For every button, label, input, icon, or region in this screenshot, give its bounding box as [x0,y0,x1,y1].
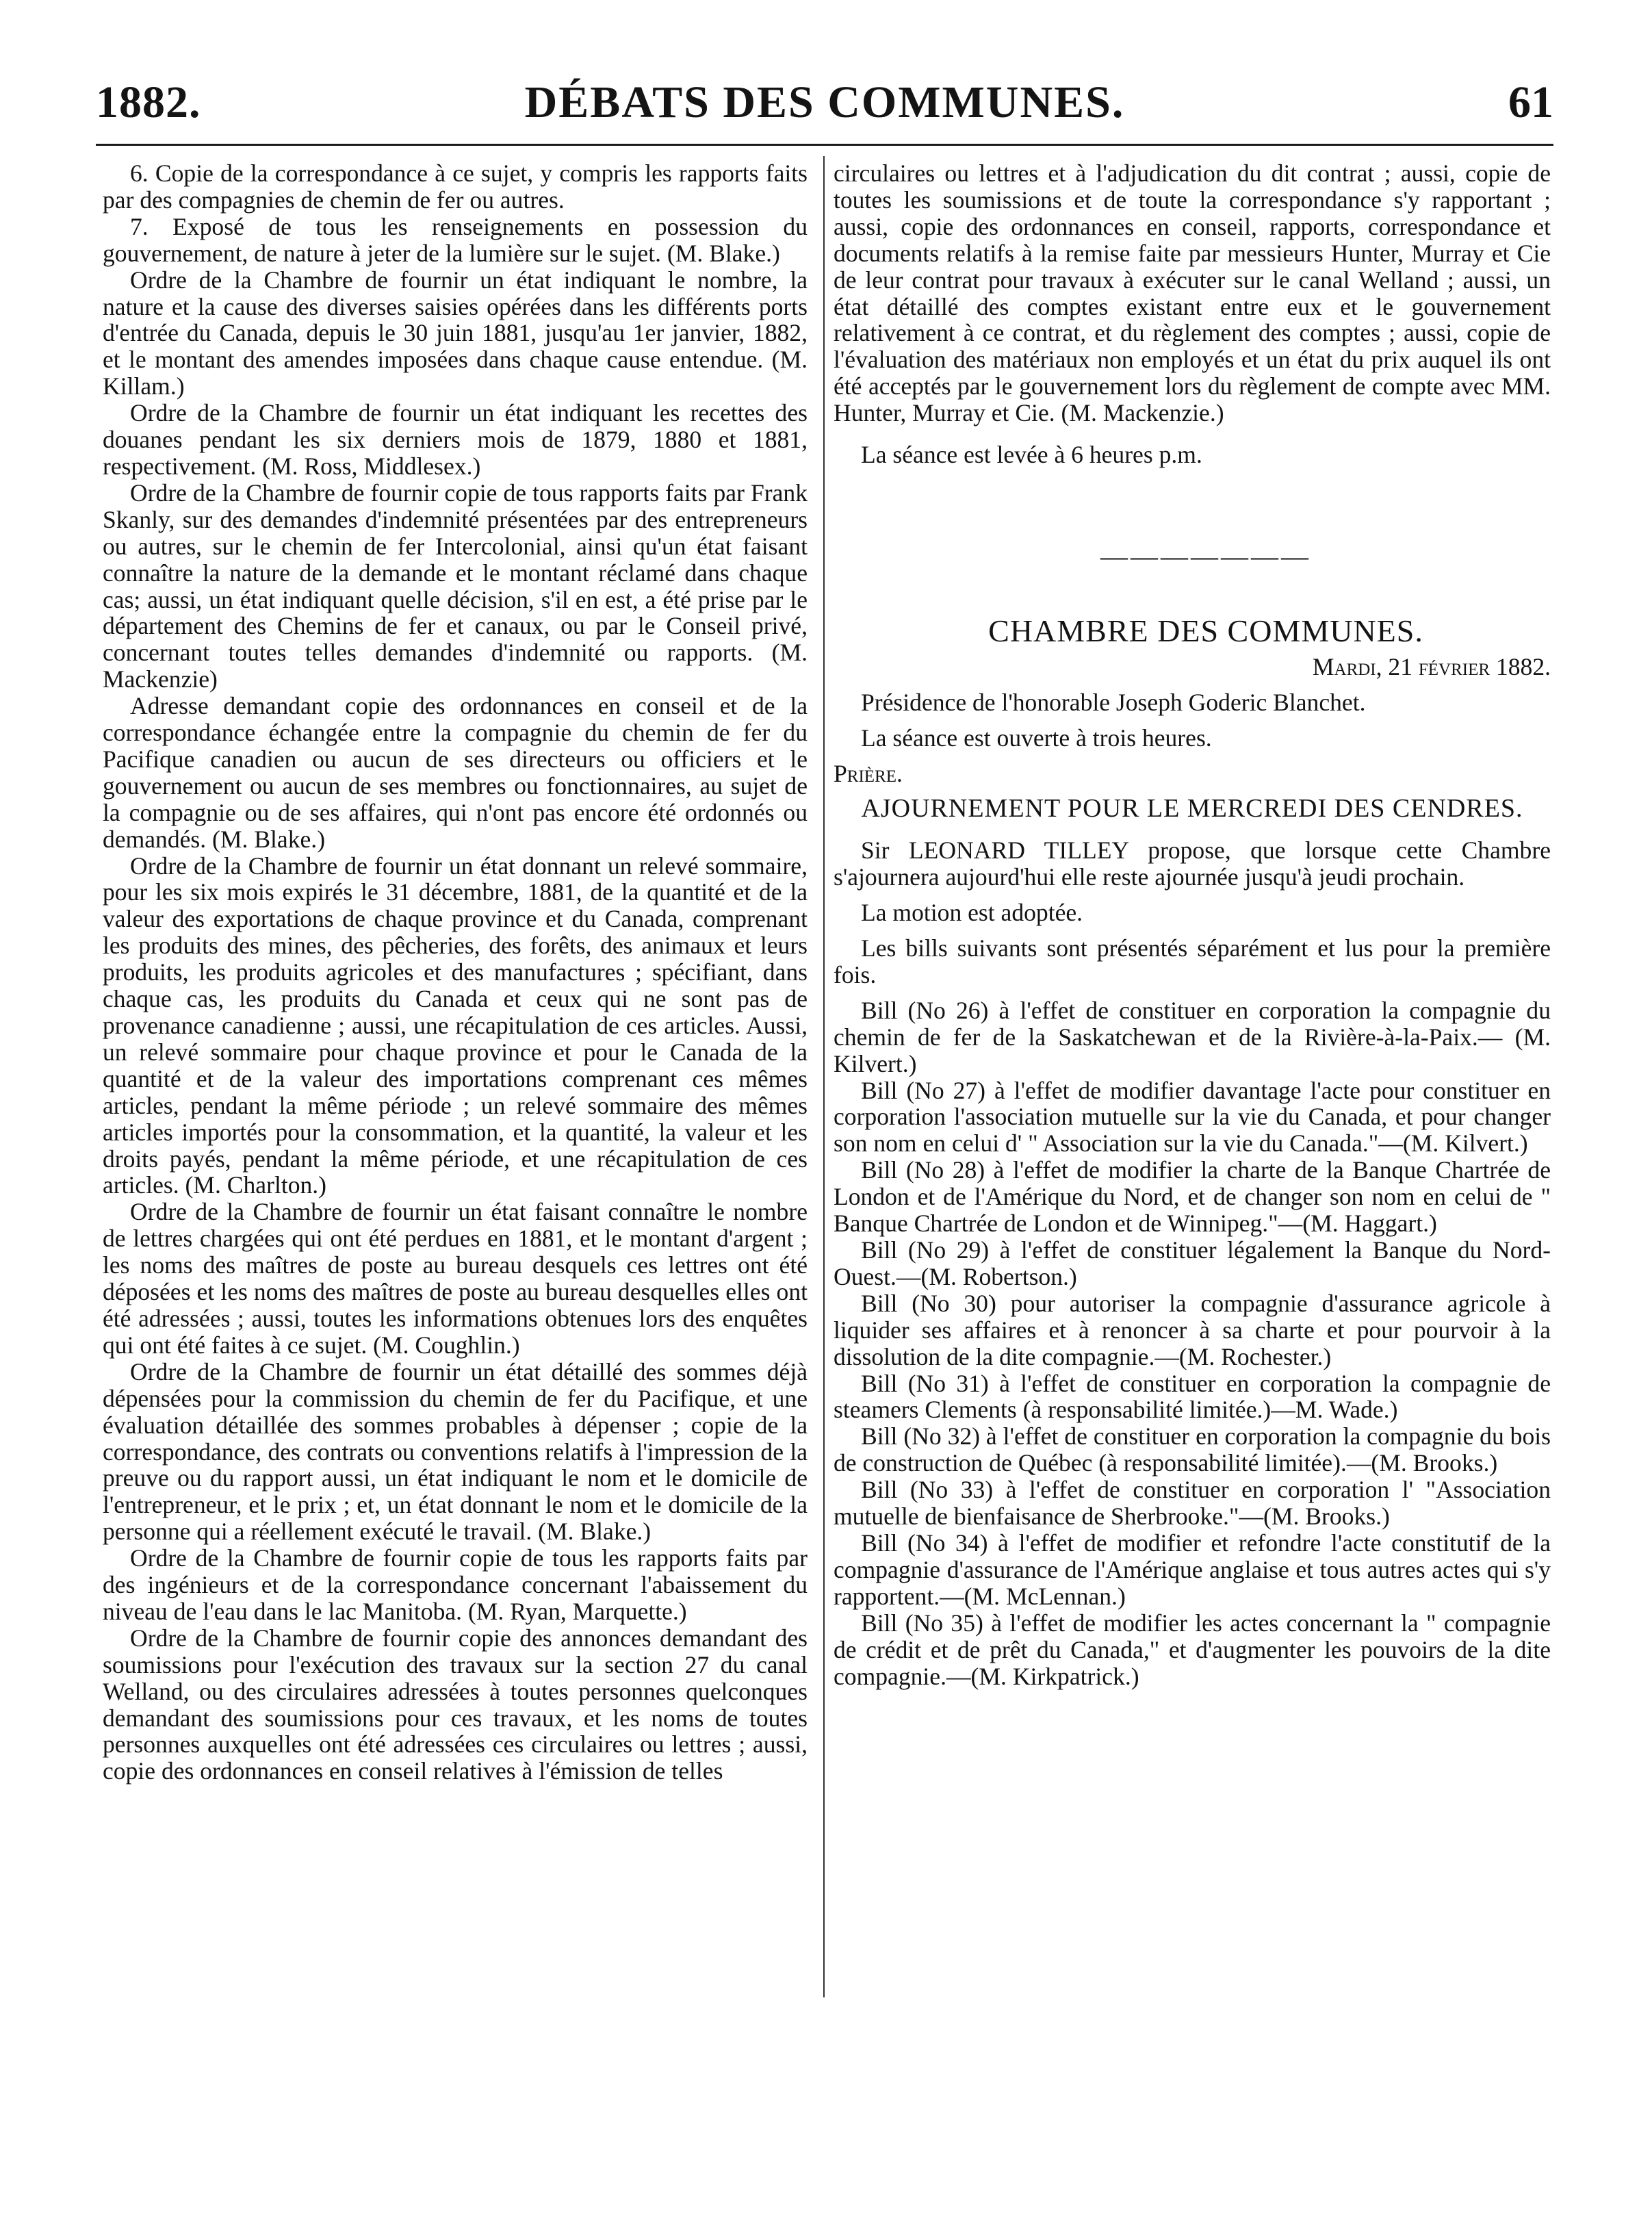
header-title: DÉBATS DES COMMUNES. [524,77,1125,127]
header-year: 1882. [96,77,201,127]
bill-entry: Bill (No 34) à l'effet de modifier et refondre l'acte constitutif de la compagnie d'assurance de l'Amérique anglaise et tous autres actes qui s'y rapportent.—(M. McLennan.) [834,1529,1551,1610]
paragraph: 6. Copie de la correspondance à ce sujet, y compris les rapports faits par des compagnies de chemin de fer ou autres. [103,159,808,214]
presidency-line: Présidence de l'honorable Joseph Goderic Blanchet. [861,688,1366,716]
left-column [103,160,808,1785]
bill-entry: Bill (No 32) à l'effet de constituer en corporation la compagnie du bois de construction de Québec (à responsabilité limitée).—(M. Brooks.) [834,1422,1551,1477]
paragraph: Ordre de la Chambre de fournir un état détaillé des sommes déjà dépensées pour la commission du chemin de fer du Pacifique, et une évaluation détaillée des sommes probables à dépenser ; copie de la correspondance, des contrats ou conventions relatifs à l'impression de la preuve ou du rapport aussi, un état indiquant le nom et le domicile de l'entrepreneur, et le prix ; et, un état donnant le nom et le domicile de la personne qui a réellement exécuté le travail. (M. Blake.) [103,1357,808,1546]
header-page-number: 61 [1508,77,1553,127]
bill-entry: Bill (No 26) à l'effet de constituer en corporation la compagnie du chemin de fer de la Saskatchewan et de la Rivière-à-la-Paix.— (M. Kilvert.) [834,996,1551,1077]
bill-entry: Bill (No 31) à l'effet de constituer en corporation la compagnie de steamers Clements (à responsabilité limitée.)—M. Wade.) [834,1369,1551,1424]
sitting-date: Mardi, 21 février 1882. [1312,652,1551,680]
paragraph: Ordre de la Chambre de fournir copie des annonces demandant des soumissions pour l'exécution des travaux sur la section 27 du canal Welland, ou des circulaires adressées à toutes personnes quelconques demandant des soumissions pour ces travaux, et les noms de toutes personnes auxquelles ont été adressées ces circulaires ou lettres ; aussi, copie des ordonnances en conseil relatives à l'émission de telles [103,1624,808,1785]
section-divider: ——————— [1100,540,1311,572]
bill-entry: Bill (No 29) à l'effet de constituer légalement la Banque du Nord-Ouest.—(M. Robertson.) [834,1236,1551,1290]
column-divider [823,156,825,1997]
paragraph: Ordre de la Chambre de fournir un état donnant un relevé sommaire, pour les six mois expirés le 31 décembre, 1881, de la quantité et de la valeur des exportations de chaque province et du Canada, comprenant les produits des mines, des pêcheries, des forêts, des animaux et leurs produits, les produits agricoles et des manufactures ; spécifiant, dans chaque cas, les produits du Canada et ceux qui ne sont pas de provenance canadienne ; aussi, une récapitulation de ces articles. Aussi, un relevé sommaire pour chaque province et pour le Canada de la quantité et de la valeur des importations comprenant ces mêmes articles, pendant la même période ; un relevé sommaire des mêmes articles importés pour la consommation, et la quantité, la valeur et les droits payés, pendant la même période, et une récapitulation de ces articles. (M. Charlton.) [103,852,808,1199]
paragraph: Les bills suivants sont présentés séparément et lus pour la première fois. [834,934,1551,988]
prayer-heading: Prière. [834,759,903,787]
page-header [96,77,1553,138]
continuation-paragraph: circulaires ou lettres et à l'adjudication du dit contrat ; aussi, copie de toutes les soumissions et de toute la correspondance s'y rapportant ; aussi, copie des ordonnances en conseil, rapports, correspondance et documents relatifs à la remise faite par messieurs Hunter, Murray et Cie de leur contrat pour travaux à exécuter sur le canal Welland ; aussi, un état détaillé des comptes existant entre eux et le gouvernement relativement à ce contrat, et du règlement des comptes ; aussi, copie de l'évaluation des matériaux non employés et un état du prix auquel ils ont été acceptés par le gouvernement lors du règlement de compte avec MM. Hunter, Murray et Cie. (M. Mackenzie.) [834,159,1551,427]
paragraph: 7. Exposé de tous les renseignements en possession du gouvernement, de nature à jeter de la lumière sur le sujet. (M. Blake.) [103,212,808,267]
header-rule [96,144,1553,146]
section-title: AJOURNEMENT POUR LE MERCREDI DES CENDRES. [861,794,1523,823]
paragraph: Ordre de la Chambre de fournir copie de tous rapports faits par Frank Skanly, sur des demandes d'indemnité présentées par des entrepreneurs ou autres, sur le chemin de fer Intercolonial, ainsi qu'un état faisant connaître la nature de la demande et le montant réclamé dans chaque cas; aussi, un état indiquant quelle décision, s'il en est, a été prise par le département des Chemins de fer et canaux, ou par le Conseil privé, concernant toutes telles demandes d'indemnité ou rapports. (M. Mackenzie) [103,478,808,693]
paragraph: La motion est adoptée. [861,899,1083,927]
house-heading: CHAMBRE DES COMMUNES. [988,613,1423,648]
bill-entry: Bill (No 28) à l'effet de modifier la charte de la Banque Chartrée de London et de l'Amérique du Nord, et de changer son nom en celui de " Banque Chartrée de London et de Winnipeg."—(M. Haggart.) [834,1156,1551,1238]
sitting-opened: La séance est ouverte à trois heures. [861,724,1212,752]
paragraph: Sir LEONARD TILLEY propose, que lorsque cette Chambre s'ajournera aujourd'hui elle reste ajournée jusqu'à jeudi prochain. [834,836,1551,891]
right-column [834,160,1551,1689]
sitting-adjourned: La séance est levée à 6 heures p.m. [861,441,1202,469]
bill-entry: Bill (No 30) pour autoriser la compagnie d'assurance agricole à liquider ses affaires et à renoncer à sa charte et pour pourvoir à la dissolution de la dite compagnie.—(M. Rochester.) [834,1289,1551,1370]
paragraph: Adresse demandant copie des ordonnances en conseil et de la correspondance échangée entre la compagnie du chemin de fer du Pacifique canadien ou aucun de ses directeurs ou officiers et le gouvernement ou aucun de ses membres ou fonctionnaires, au sujet de la compagnie ou de ses affaires, qui n'ont pas encore été ordonnés ou demandés. (M. Blake.) [103,692,808,853]
bill-entry: Bill (No 27) à l'effet de modifier davantage l'acte pour constituer en corporation l'association mutuelle sur la vie du Canada, et pour changer son nom en celui d' " Association sur la vie du Canada."—(M. Kilvert.) [834,1076,1551,1158]
paragraph: Ordre de la Chambre de fournir un état indiquant les recettes des douanes pendant les six derniers mois de 1879, 1880 et 1881, respectivement. (M. Ross, Middlesex.) [103,399,808,480]
paragraph: Ordre de la Chambre de fournir copie de tous les rapports faits par des ingénieurs et de la correspondance concernant l'abaissement du niveau de l'eau dans le lac Manitoba. (M. Ryan, Marquette.) [103,1544,808,1625]
bill-entry: Bill (No 33) à l'effet de constituer en corporation l' "Association mutuelle de bienfaisance de Sherbrooke."—(M. Brooks.) [834,1476,1551,1531]
paragraph: Ordre de la Chambre de fournir un état faisant connaître le nombre de lettres chargées qui ont été perdues en 1881, et le montant d'argent ; les noms des maîtres de poste au bureau desquels ces lettres ont été déposées et les noms des maîtres de poste au bureau desquelles elles ont été adressées ; aussi, toutes les informations obtenues lors des enquêtes qui ont été faites à ce sujet. (M. Coughlin.) [103,1198,808,1359]
bill-entry: Bill (No 35) à l'effet de modifier les actes concernant la " compagnie de crédit et de prêt du Canada," et d'augmenter les pouvoirs de la dite compagnie.—(M. Kirkpatrick.) [834,1609,1551,1690]
paragraph: Ordre de la Chambre de fournir un état indiquant le nombre, la nature et la cause des diverses saisies opérées dans les différents ports d'entrée du Canada, depuis le 30 juin 1881, jusqu'au 1er janvier, 1882, et le montant des amendes imposées dans chaque cause entendue. (M. Killam.) [103,266,808,400]
